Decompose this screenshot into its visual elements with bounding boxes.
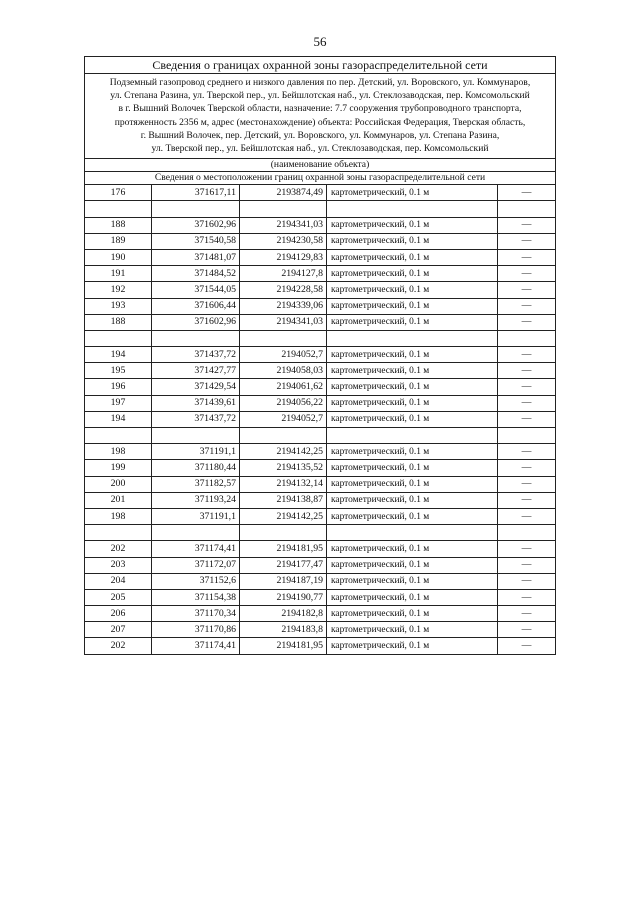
x-coordinate-cell: 371437,72 (152, 411, 240, 427)
method-cell: картометрический, 0.1 м (327, 379, 498, 395)
x-coordinate-cell: 371484,52 (152, 266, 240, 282)
table-row (85, 589, 556, 605)
point-number-cell: 197 (85, 395, 152, 411)
y-coordinate-cell: 2194061,62 (240, 379, 327, 395)
dash-cell: — (498, 411, 556, 427)
y-coordinate-cell: 2194181,95 (240, 541, 327, 557)
y-coordinate-cell: 2194187,19 (240, 573, 327, 589)
method-cell: картометрический, 0.1 м (327, 638, 498, 654)
empty-cell (152, 428, 240, 444)
x-coordinate-cell: 371439,61 (152, 395, 240, 411)
dash-cell: — (498, 298, 556, 314)
y-coordinate-cell: 2194052,7 (240, 411, 327, 427)
dash-cell: — (498, 249, 556, 265)
empty-cell (240, 201, 327, 217)
method-cell: картометрический, 0.1 м (327, 266, 498, 282)
table-row (85, 249, 556, 265)
dash-cell: — (498, 557, 556, 573)
dash-cell: — (498, 573, 556, 589)
table-row (85, 347, 556, 363)
table-separator-row (85, 428, 556, 444)
y-coordinate-cell: 2194142,25 (240, 508, 327, 524)
x-coordinate-cell: 371172,07 (152, 557, 240, 573)
point-number-cell: 188 (85, 217, 152, 233)
x-coordinate-cell: 371191,1 (152, 444, 240, 460)
location-caption: Сведения о местоположении границ охранной зоны газораспределительной сети (84, 171, 556, 184)
y-coordinate-cell: 2194182,8 (240, 606, 327, 622)
table-row (85, 395, 556, 411)
x-coordinate-cell: 371606,44 (152, 298, 240, 314)
x-coordinate-cell: 371174,41 (152, 638, 240, 654)
y-coordinate-cell: 2193874,49 (240, 185, 327, 201)
dash-cell: — (498, 233, 556, 249)
table-row (85, 444, 556, 460)
dash-cell: — (498, 444, 556, 460)
description-line: Подземный газопровод среднего и низкого давления по пер. Детский, ул. Воровского, ул. Коммунаров, (109, 77, 531, 88)
x-coordinate-cell: 371540,58 (152, 233, 240, 249)
x-coordinate-cell: 371602,96 (152, 217, 240, 233)
dash-cell: — (498, 606, 556, 622)
x-coordinate-cell: 371182,57 (152, 476, 240, 492)
method-cell: картометрический, 0.1 м (327, 363, 498, 379)
method-cell: картометрический, 0.1 м (327, 217, 498, 233)
y-coordinate-cell: 2194341,03 (240, 217, 327, 233)
dash-cell: — (498, 589, 556, 605)
method-cell: картометрический, 0.1 м (327, 541, 498, 557)
x-coordinate-cell: 371602,96 (152, 314, 240, 330)
point-number-cell: 202 (85, 541, 152, 557)
table-row (85, 185, 556, 201)
x-coordinate-cell: 371191,1 (152, 508, 240, 524)
table-row (85, 282, 556, 298)
point-number-cell: 199 (85, 460, 152, 476)
dash-cell: — (498, 379, 556, 395)
y-coordinate-cell: 2194341,03 (240, 314, 327, 330)
x-coordinate-cell: 371617,11 (152, 185, 240, 201)
dash-cell: — (498, 314, 556, 330)
x-coordinate-cell: 371170,86 (152, 622, 240, 638)
point-number-cell: 196 (85, 379, 152, 395)
empty-cell (85, 428, 152, 444)
table-row (85, 508, 556, 524)
empty-cell (498, 330, 556, 346)
dash-cell: — (498, 347, 556, 363)
description-line: ул. Тверской пер., ул. Бейшлотская наб., ул. Стеклозаводская, пер. Комсомольский (151, 143, 489, 155)
empty-cell (152, 201, 240, 217)
empty-cell (240, 525, 327, 541)
y-coordinate-cell: 2194339,06 (240, 298, 327, 314)
method-cell: картометрический, 0.1 м (327, 298, 498, 314)
point-number-cell: 192 (85, 282, 152, 298)
dash-cell: — (498, 266, 556, 282)
table-separator-row (85, 201, 556, 217)
x-coordinate-cell: 371427,77 (152, 363, 240, 379)
point-number-cell: 194 (85, 411, 152, 427)
table-separator-row (85, 330, 556, 346)
table-row (85, 638, 556, 654)
table-row (85, 606, 556, 622)
x-coordinate-cell: 371193,24 (152, 492, 240, 508)
x-coordinate-cell: 371429,54 (152, 379, 240, 395)
x-coordinate-cell: 371180,44 (152, 460, 240, 476)
empty-cell (327, 330, 498, 346)
x-coordinate-cell: 371170,34 (152, 606, 240, 622)
point-number-cell: 202 (85, 638, 152, 654)
empty-cell (498, 525, 556, 541)
x-coordinate-cell: 371481,07 (152, 249, 240, 265)
empty-cell (240, 330, 327, 346)
y-coordinate-cell: 2194142,25 (240, 444, 327, 460)
table-separator-row (85, 525, 556, 541)
point-number-cell: 191 (85, 266, 152, 282)
description-line: г. Вышний Волочек, пер. Детский, ул. Воровского, ул. Коммунаров, ул. Степана Разина, (140, 129, 500, 141)
table-row (85, 557, 556, 573)
point-number-cell: 194 (85, 347, 152, 363)
empty-cell (240, 428, 327, 444)
description-line: в г. Вышний Волочек Тверской области, назначение: 7.7 сооружения трубопроводного транспорта, (118, 103, 522, 115)
x-coordinate-cell: 371154,38 (152, 589, 240, 605)
method-cell: картометрический, 0.1 м (327, 492, 498, 508)
empty-cell (498, 428, 556, 444)
dash-cell: — (498, 460, 556, 476)
method-cell: картометрический, 0.1 м (327, 395, 498, 411)
description-line: ул. Степана Разина, ул. Тверской пер., ул. Бейшлотская наб., ул. Стеклозаводская, пер. Комсомольский (110, 90, 530, 102)
y-coordinate-cell: 2194183,8 (240, 622, 327, 638)
method-cell: картометрический, 0.1 м (327, 476, 498, 492)
document-body (84, 56, 556, 655)
method-cell: картометрический, 0.1 м (327, 444, 498, 460)
y-coordinate-cell: 2194190,77 (240, 589, 327, 605)
empty-cell (152, 525, 240, 541)
dash-cell: — (498, 508, 556, 524)
table-row (85, 314, 556, 330)
point-number-cell: 195 (85, 363, 152, 379)
method-cell: картометрический, 0.1 м (327, 622, 498, 638)
object-description (84, 73, 556, 158)
point-number-cell: 190 (85, 249, 152, 265)
empty-cell (327, 428, 498, 444)
x-coordinate-cell: 371152,6 (152, 573, 240, 589)
y-coordinate-cell: 2194177,47 (240, 557, 327, 573)
dash-cell: — (498, 476, 556, 492)
dash-cell: — (498, 395, 556, 411)
method-cell: картометрический, 0.1 м (327, 249, 498, 265)
table-row (85, 622, 556, 638)
description-line: протяженность 2356 м, адрес (местонахождение) объекта: Российская Федерация, Тверская область, (114, 116, 526, 128)
y-coordinate-cell: 2194138,87 (240, 492, 327, 508)
table-row (85, 492, 556, 508)
method-cell: картометрический, 0.1 м (327, 573, 498, 589)
table-row (85, 266, 556, 282)
method-cell: картометрический, 0.1 м (327, 314, 498, 330)
empty-cell (152, 330, 240, 346)
empty-cell (327, 525, 498, 541)
empty-cell (85, 330, 152, 346)
point-number-cell: 189 (85, 233, 152, 249)
table-row (85, 541, 556, 557)
dash-cell: — (498, 282, 556, 298)
y-coordinate-cell: 2194228,58 (240, 282, 327, 298)
point-number-cell: 188 (85, 314, 152, 330)
method-cell: картометрический, 0.1 м (327, 557, 498, 573)
y-coordinate-cell: 2194132,14 (240, 476, 327, 492)
point-number-cell: 204 (85, 573, 152, 589)
method-cell: картометрический, 0.1 м (327, 282, 498, 298)
page-number: 56 (313, 34, 327, 49)
method-cell: картометрический, 0.1 м (327, 185, 498, 201)
method-cell: картометрический, 0.1 м (327, 411, 498, 427)
method-cell: картометрический, 0.1 м (327, 347, 498, 363)
empty-cell (498, 201, 556, 217)
dash-cell: — (498, 217, 556, 233)
x-coordinate-cell: 371544,05 (152, 282, 240, 298)
point-number-cell: 201 (85, 492, 152, 508)
table-row (85, 298, 556, 314)
y-coordinate-cell: 2194127,8 (240, 266, 327, 282)
point-number-cell: 207 (85, 622, 152, 638)
empty-cell (85, 201, 152, 217)
y-coordinate-cell: 2194230,58 (240, 233, 327, 249)
method-cell: картометрический, 0.1 м (327, 233, 498, 249)
table-row (85, 363, 556, 379)
dash-cell: — (498, 363, 556, 379)
dash-cell: — (498, 492, 556, 508)
table-row (85, 573, 556, 589)
table-row (85, 476, 556, 492)
point-number-cell: 205 (85, 589, 152, 605)
x-coordinate-cell: 371174,41 (152, 541, 240, 557)
method-cell: картометрический, 0.1 м (327, 606, 498, 622)
method-cell: картометрический, 0.1 м (327, 589, 498, 605)
object-name-caption: (наименование объекта) (84, 158, 556, 171)
point-number-cell: 206 (85, 606, 152, 622)
table-row (85, 460, 556, 476)
y-coordinate-cell: 2194056,22 (240, 395, 327, 411)
document-title: Сведения о границах охранной зоны газораспределительной сети (84, 56, 556, 73)
x-coordinate-cell: 371437,72 (152, 347, 240, 363)
method-cell: картометрический, 0.1 м (327, 508, 498, 524)
point-number-cell: 200 (85, 476, 152, 492)
point-number-cell: 193 (85, 298, 152, 314)
table-row (85, 217, 556, 233)
dash-cell: — (498, 541, 556, 557)
dash-cell: — (498, 638, 556, 654)
y-coordinate-cell: 2194058,03 (240, 363, 327, 379)
coordinates-table (84, 184, 556, 654)
table-row (85, 379, 556, 395)
y-coordinate-cell: 2194135,52 (240, 460, 327, 476)
point-number-cell: 203 (85, 557, 152, 573)
point-number-cell: 176 (85, 185, 152, 201)
y-coordinate-cell: 2194181,95 (240, 638, 327, 654)
dash-cell: — (498, 622, 556, 638)
table-row (85, 233, 556, 249)
point-number-cell: 198 (85, 508, 152, 524)
method-cell: картометрический, 0.1 м (327, 460, 498, 476)
table-row (85, 411, 556, 427)
empty-cell (85, 525, 152, 541)
y-coordinate-cell: 2194052,7 (240, 347, 327, 363)
empty-cell (327, 201, 498, 217)
point-number-cell: 198 (85, 444, 152, 460)
y-coordinate-cell: 2194129,83 (240, 249, 327, 265)
dash-cell: — (498, 185, 556, 201)
